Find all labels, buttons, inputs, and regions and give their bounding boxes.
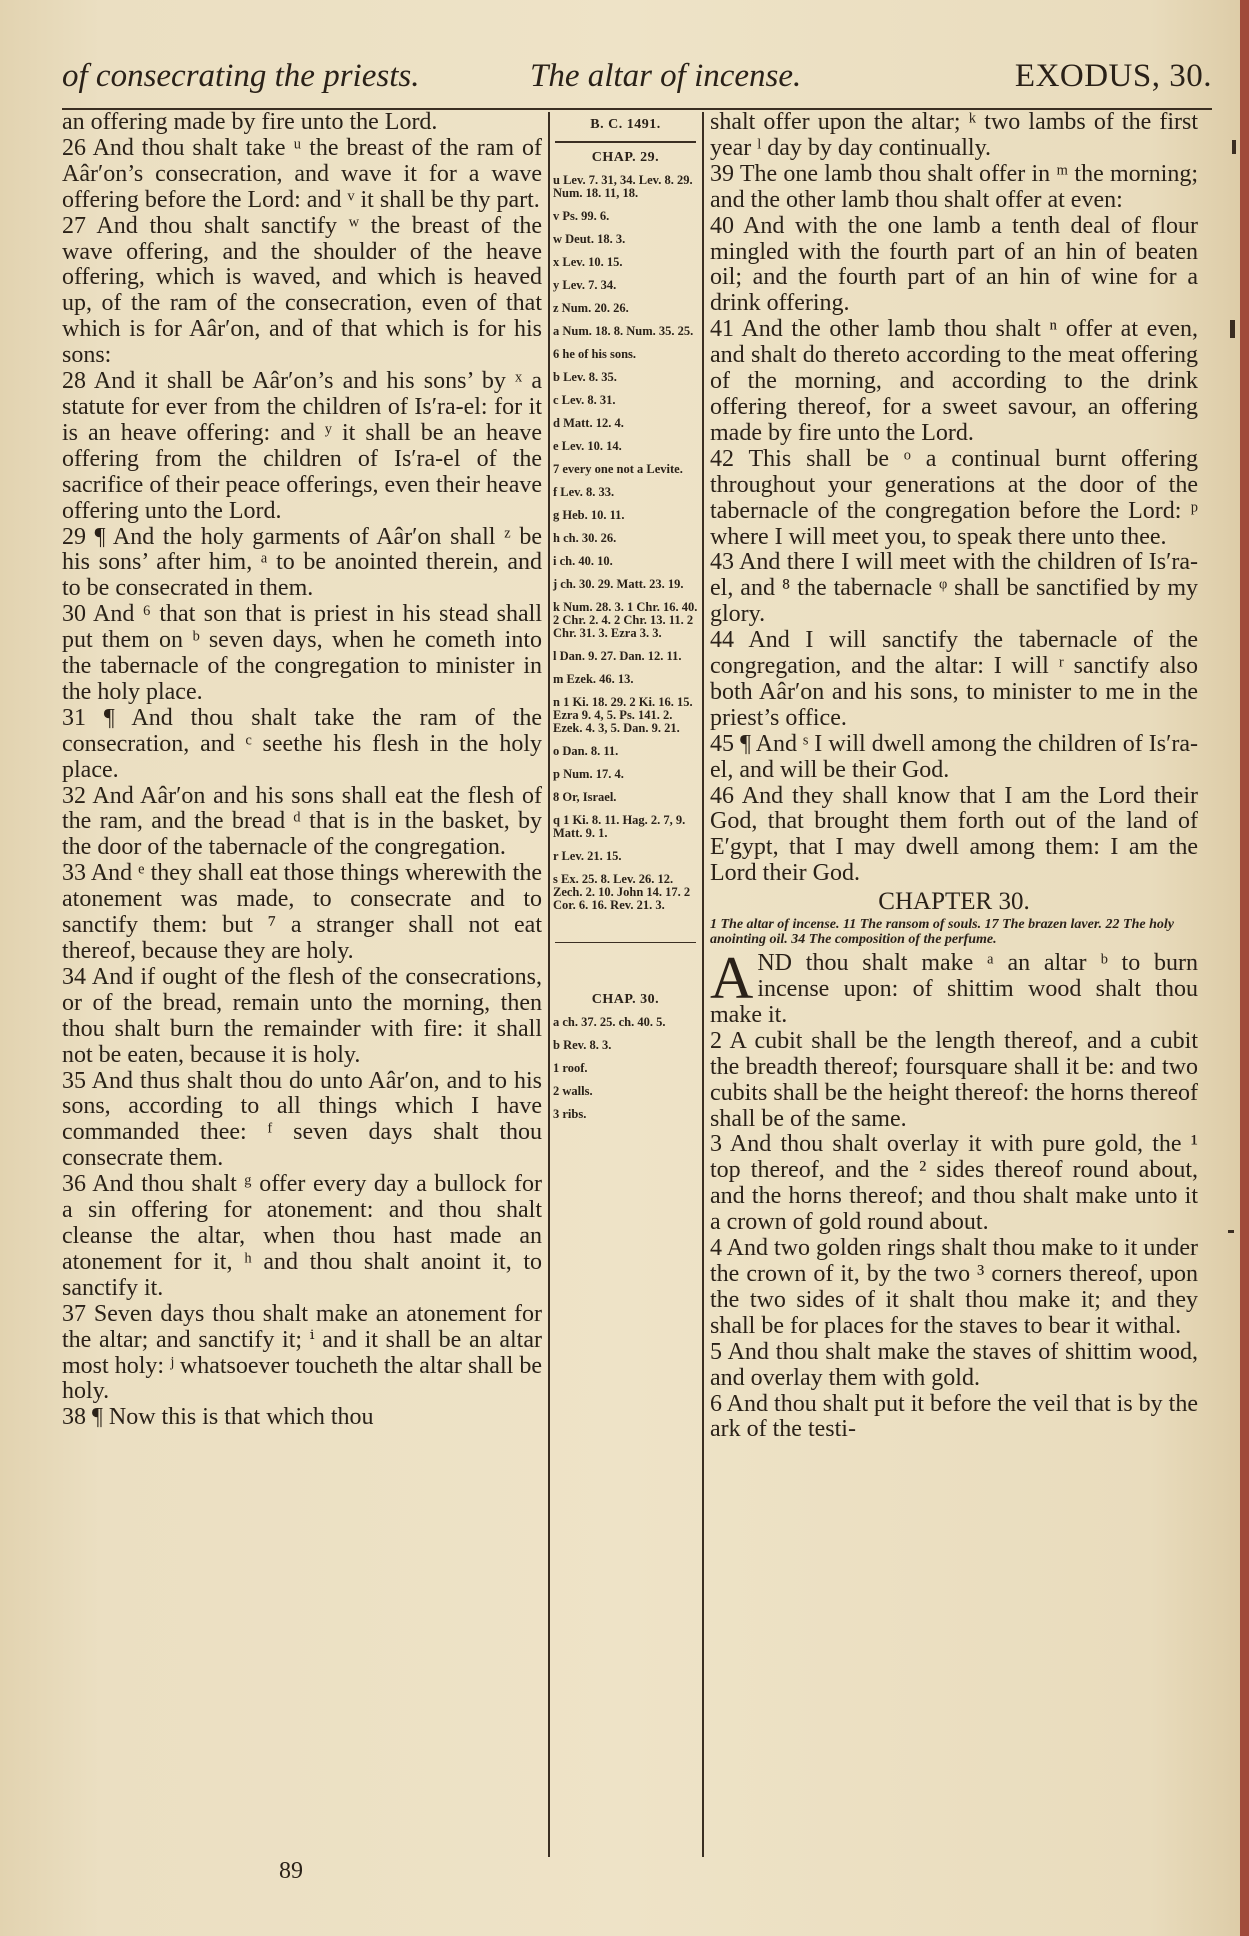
margin-ref: i ch. 40. 10. xyxy=(553,553,613,568)
margin-ref: 2 walls. xyxy=(553,1084,593,1098)
verse-1-text: ND thou shalt make ᵃ an altar ᵇ to burn incense upon: of shittim wood shalt thou make it. xyxy=(710,950,1198,1028)
column-divider-right xyxy=(702,112,704,1857)
margin-ref: c Lev. 8. 31. xyxy=(553,392,616,407)
margin-ref: r Lev. 21. 15. xyxy=(553,848,622,863)
margin-ref: f Lev. 8. 33. xyxy=(553,484,615,499)
verse: 3 And thou shalt overlay it with pure gold, the ¹ top thereof, and the ² sides thereof round about, and the horns thereof; and thou shalt make unto it a crown of gold round about. xyxy=(710,1131,1198,1236)
verse: 46 And they shall know that I am the Lord their God, that brought them forth out of the land of E′gypt, that I may dwell among them: I am the Lord their God. xyxy=(710,782,1198,887)
margin-ref: h ch. 30. 26. xyxy=(553,530,617,545)
verse: 28 And it shall be Aâr′on’s and his sons’ by ˣ a statute for ever from the children of Is′ra-el: for it is an heave offering: and ʸ it shall be an heave offering from the children of Is′ra-el of the sacrifice of their peace offerings, even their heave offering unto the Lord. xyxy=(62,368,542,524)
margin-ref: b Rev. 8. 3. xyxy=(553,1038,612,1052)
margin-ref: j ch. 30. 29. Matt. 23. 19. xyxy=(553,576,684,591)
margin-ref: 8 Or, Israel. xyxy=(553,789,617,804)
header-left: of consecrating the priests. xyxy=(62,58,420,94)
verse: 41 And the other lamb thou shalt ⁿ offer at even, and shalt do thereto according to the meat offering of the morning, and according to the drink offering thereof, for a sweet savour, an offering made by fire unto the Lord. xyxy=(710,316,1198,446)
margin-ref: s Ex. 25. 8. Lev. 26. 12. Zech. 2. 10. John 14. 17. 2 Cor. 6. 16. Rev. 21. 3. xyxy=(553,871,691,912)
margin-tick xyxy=(1230,320,1235,338)
margin-ref: o Dan. 8. 11. xyxy=(553,743,619,758)
margin-ref: n 1 Ki. 18. 29. 2 Ki. 16. 15. Ezra 9. 4, 5. Ps. 141. 2. Ezek. 4. 3, 5. Dan. 9. 21. xyxy=(553,694,693,735)
margin-ref: a Num. 18. 8. Num. 35. 25. xyxy=(553,323,694,338)
running-header xyxy=(62,58,1212,106)
verse-1 xyxy=(710,945,1198,1029)
chapter-summary: 1 The altar of incense. 11 The ransom of souls. 17 The brazen laver. 22 The holy anointing oil. 34 The composition of the perfume. xyxy=(710,917,1174,947)
verse: 37 Seven days thou shalt make an atonement for the altar; and sanctify it; ⁱ and it shall be an altar most holy: ʲ whatsoever toucheth the altar shall be holy. xyxy=(62,1300,542,1405)
verse: 31 ¶ And thou shalt take the ram of the consecration, and ᶜ seethe his flesh in the holy place. xyxy=(62,704,542,783)
margin-ref: 6 he of his sons. xyxy=(553,346,637,361)
page-edge-stain xyxy=(1240,0,1249,1936)
margin-ref: a ch. 37. 25. ch. 40. 5. xyxy=(553,1015,666,1029)
margin-ref: 3 ribs. xyxy=(553,1107,587,1121)
verse: 4 And two golden rings shalt thou make to it under the crown of it, by the two ³ corners thereof, upon the two sides of it shalt thou make it; and they shall be for places for the staves to bear it withal. xyxy=(710,1235,1198,1339)
margin-ref: x Lev. 10. 15. xyxy=(553,254,623,269)
verse: 5 And thou shalt make the staves of shittim wood, and overlay them with gold. xyxy=(710,1338,1198,1391)
margin-ref: z Num. 20. 26. xyxy=(553,300,629,315)
margin-rule xyxy=(555,141,696,143)
margin-ref: 1 roof. xyxy=(553,1061,588,1075)
verse: 39 The one lamb thou shalt offer in ᵐ the morning; and the other lamb thou shalt offer at even: xyxy=(710,160,1198,213)
center-references xyxy=(553,112,698,1131)
margin-ref: p Num. 17. 4. xyxy=(553,766,624,781)
verse: 29 ¶ And the holy garments of Aâr′on shall ᶻ be his sons’ after him, ᵃ to be anointed therein, and to be consecrated in them. xyxy=(62,523,542,602)
right-text-column xyxy=(710,110,1198,1443)
margin-ref: 7 every one not a Levite. xyxy=(553,461,683,476)
header-book-chapter: EXODUS, 30. xyxy=(1014,58,1212,94)
verse: 32 And Aâr′on and his sons shall eat the flesh of the ram, and the bread ᵈ that is in the basket, by the door of the tabernacle of the congregation. xyxy=(62,782,542,861)
verse: 45 ¶ And ˢ I will dwell among the children of Is′ra-el, and will be their God. xyxy=(710,730,1198,783)
verse: 26 And thou shalt take ᵘ the breast of the ram of Aâr′on’s consecration, and wave it for a wave offering before the Lord: and ᵛ it shall be thy part. xyxy=(62,134,542,213)
margin-ref: m Ezek. 46. 13. xyxy=(553,671,634,686)
margin-ref: q 1 Ki. 8. 11. Hag. 2. 7, 9. Matt. 9. 1. xyxy=(553,812,686,840)
verse: 30 And ⁶ that son that is priest in his stead shall put them on ᵇ seven days, when he cometh into the tabernacle of the congregation to minister in the holy place. xyxy=(62,601,542,705)
margin-tick xyxy=(1228,1230,1234,1233)
margin-tick xyxy=(1232,140,1236,154)
verse: 6 And thou shalt put it before the veil that is by the ark of the testi- xyxy=(710,1390,1198,1443)
verse: 27 And thou shalt sanctify ʷ the breast of the wave offering, and the shoulder of the heave offering, which is waved, and which is heaved up, of the ram of the consecration, even of that which is for Aâr′on, and of that which is for his sons: xyxy=(62,212,542,369)
margin-ref: b Lev. 8. 35. xyxy=(553,369,617,384)
header-middle: The altar of incense. xyxy=(530,58,802,94)
margin-ref: g Heb. 10. 11. xyxy=(553,507,625,522)
margin-ref: y Lev. 7. 34. xyxy=(553,277,617,292)
column-divider-left xyxy=(548,112,550,1857)
margin-ref: k Num. 28. 3. 1 Chr. 16. 40. 2 Chr. 2. 4. 2 Chr. 13. 11. 2 Chr. 31. 3. Ezra 3. 3. xyxy=(553,599,698,640)
verse: 34 And if ought of the flesh of the consecrations, or of the bread, remain unto the morning, then thou shalt burn the remainder with fire: it shall not be eaten, because it is holy. xyxy=(62,963,542,1068)
left-text-column xyxy=(62,110,542,1431)
verse: shalt offer upon the altar; ᵏ two lambs of the first year ˡ day by day continually. xyxy=(710,109,1198,161)
verse: an offering made by fire unto the Lord. xyxy=(62,109,438,135)
drop-cap: A xyxy=(710,945,754,1012)
verse: 43 And there I will meet with the children of Is′ra-el, and ⁸ the tabernacle ᵠ shall be sanctified by my glory. xyxy=(710,549,1198,628)
verse: 38 ¶ Now this is that which thou xyxy=(62,1404,374,1431)
margin-chapter-30: CHAP. 30. xyxy=(591,992,660,1007)
chapter-heading: CHAPTER 30. xyxy=(878,888,1030,916)
margin-ref: d Matt. 12. 4. xyxy=(553,415,624,430)
verse: 33 And ᵉ they shall eat those things wherewith the atonement was made, to consecrate and to sanctify them: but ⁷ a stranger shall not eat thereof, because they are holy. xyxy=(62,860,542,964)
page-number: 89 xyxy=(279,1858,303,1884)
margin-ref: w Deut. 18. 3. xyxy=(553,231,626,246)
verse: 44 And I will sanctify the tabernacle of the congregation, and the altar: I will ʳ sanctify also both Aâr′on and his sons, to minister to me in the priest’s office. xyxy=(710,627,1198,731)
verse: 36 And thou shalt ᵍ offer every day a bullock for a sin offering for atonement: and thou shalt cleanse the altar, when thou hast made an atonement for it, ʰ and thou shalt anoint it, to sanctify it. xyxy=(62,1171,542,1301)
margin-ref: v Ps. 99. 6. xyxy=(553,208,610,223)
margin-date: B. C. 1491. xyxy=(590,117,661,132)
verse: 40 And with the one lamb a tenth deal of flour mingled with the fourth part of an hin of beaten oil; and the fourth part of an hin of wine for a drink offering. xyxy=(710,212,1198,317)
verse: 35 And thus shalt thou do unto Aâr′on, and to his sons, according to all things which I have commanded thee: ᶠ seven days shalt thou consecrate them. xyxy=(62,1067,542,1172)
margin-ref: l Dan. 9. 27. Dan. 12. 11. xyxy=(553,648,682,663)
verse: 2 A cubit shall be the length thereof, and a cubit the breadth thereof; foursquare shall it be: and two cubits shall be the height thereof: the horns thereof shall be of the same. xyxy=(710,1027,1198,1132)
verse: 42 This shall be ᵒ a continual burnt offering throughout your generations at the door of the tabernacle of the congregation before the Lord: ᵖ where I will meet you, to speak there unto thee. xyxy=(710,445,1198,550)
margin-ref: u Lev. 7. 31, 34. Lev. 8. 29. Num. 18. 11, 18. xyxy=(553,172,693,200)
margin-chapter-29: CHAP. 29. xyxy=(591,149,660,165)
margin-rule xyxy=(555,942,696,944)
margin-ref: e Lev. 10. 14. xyxy=(553,438,622,453)
